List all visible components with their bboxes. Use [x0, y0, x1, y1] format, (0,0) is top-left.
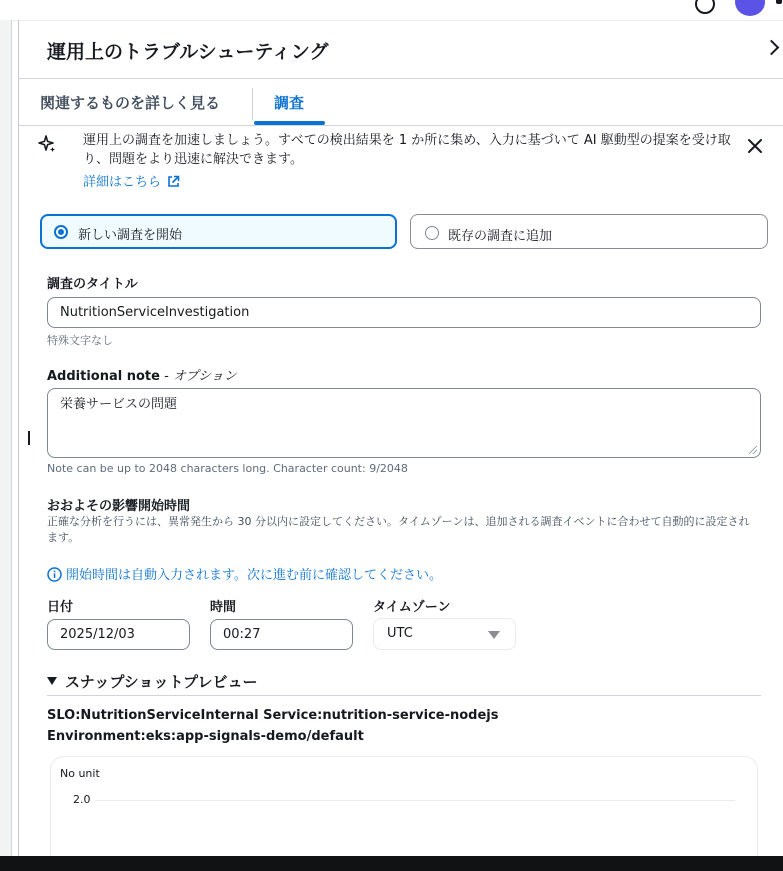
timezone-label: タイムゾーン	[373, 600, 451, 615]
menu-icon[interactable]	[776, 0, 782, 4]
top-bar	[0, 0, 783, 21]
text-cursor	[28, 431, 30, 445]
time-label: 時間	[210, 600, 237, 615]
left-scroll-strip	[0, 20, 12, 856]
close-icon[interactable]	[746, 137, 764, 155]
resize-handle-icon[interactable]	[749, 446, 757, 454]
panel-title: 運用上のトラブルシューティング	[47, 41, 329, 63]
note-hint: Note can be up to 2048 characters long. Character count: 9/2048	[47, 462, 408, 475]
impact-time-label: おおよその影響開始時間	[47, 499, 191, 514]
tab-investigation[interactable]: 調査	[274, 94, 305, 112]
new-investigation-label: 新しい調査を開始	[78, 228, 183, 243]
note-label-text: Additional note	[47, 369, 160, 384]
caret-down-icon	[488, 631, 500, 639]
radio-unselected[interactable]	[425, 226, 439, 240]
snapshot-preview-heading: スナップショットプレビュー	[65, 673, 258, 691]
panel-divider[interactable]	[18, 20, 19, 856]
investigation-title-hint: 特殊文字なし	[47, 334, 113, 347]
help-icon[interactable]	[695, 0, 715, 14]
sparkle-icon	[38, 135, 56, 153]
learn-more-link[interactable]	[83, 171, 180, 190]
info-description: 運用上の調査を加速しましょう。すべての検出結果を 1 か所に集め、入力に基づいて AI 駆動型の提案を受け取り、問題をより迅速に解決できます。	[83, 133, 731, 167]
auto-fill-note-text: 開始時間は自動入力されます。次に進む前に確認してください。	[66, 568, 442, 583]
chart-unit-label: No unit	[60, 767, 100, 780]
investigation-title-input[interactable]: NutritionServiceInvestigation	[47, 297, 761, 328]
date-input[interactable]: 2025/12/03	[47, 619, 190, 650]
date-label: 日付	[47, 600, 74, 615]
learn-more-label[interactable]: 詳細はこちら	[83, 175, 162, 190]
header-divider	[19, 78, 783, 79]
additional-note-textarea[interactable]	[47, 388, 761, 458]
bottom-bar	[0, 856, 783, 871]
existing-investigation-option[interactable]	[410, 214, 768, 249]
impact-time-description: 正確な分析を行うには、異常発生から 30 分以内に設定してください。タイムゾーンは、追加される調査イベントに合わせて自動的に設定されます。	[47, 515, 750, 544]
existing-investigation-label: 既存の調査に追加	[448, 229, 553, 244]
tab-separator	[252, 88, 253, 120]
auto-fill-note	[47, 564, 442, 583]
timezone-select[interactable]	[373, 618, 516, 650]
radio-selected[interactable]	[54, 225, 68, 239]
new-investigation-option[interactable]	[40, 214, 397, 249]
snapshot-divider	[47, 695, 761, 696]
snapshot-chart-card	[50, 756, 758, 871]
collapse-chevron-icon[interactable]	[764, 40, 780, 56]
external-link-icon	[167, 175, 180, 188]
info-icon	[47, 567, 62, 582]
note-value: 栄養サービスの問題	[60, 397, 178, 412]
additional-note-label	[47, 365, 237, 384]
chart-gridline	[95, 800, 735, 801]
tabs-divider	[19, 125, 783, 126]
investigation-title-label: 調査のタイトル	[47, 277, 138, 292]
snapshot-preview-toggle[interactable]	[47, 671, 257, 692]
optional-tag: オプション	[172, 369, 237, 384]
avatar[interactable]	[735, 0, 765, 16]
chart-y-tick: 2.0	[73, 793, 91, 806]
time-input[interactable]: 00:27	[210, 619, 353, 650]
slo-title: SLO:NutritionServiceInternal Service:nutrition-service-nodejs Environment:eks:app-signals-demo/default	[47, 708, 499, 744]
expand-triangle-icon	[47, 677, 57, 685]
tab-explore-related[interactable]: 関連するものを詳しく見る	[40, 94, 221, 112]
timezone-value: UTC	[387, 626, 413, 641]
note-label-separator: -	[159, 369, 173, 384]
